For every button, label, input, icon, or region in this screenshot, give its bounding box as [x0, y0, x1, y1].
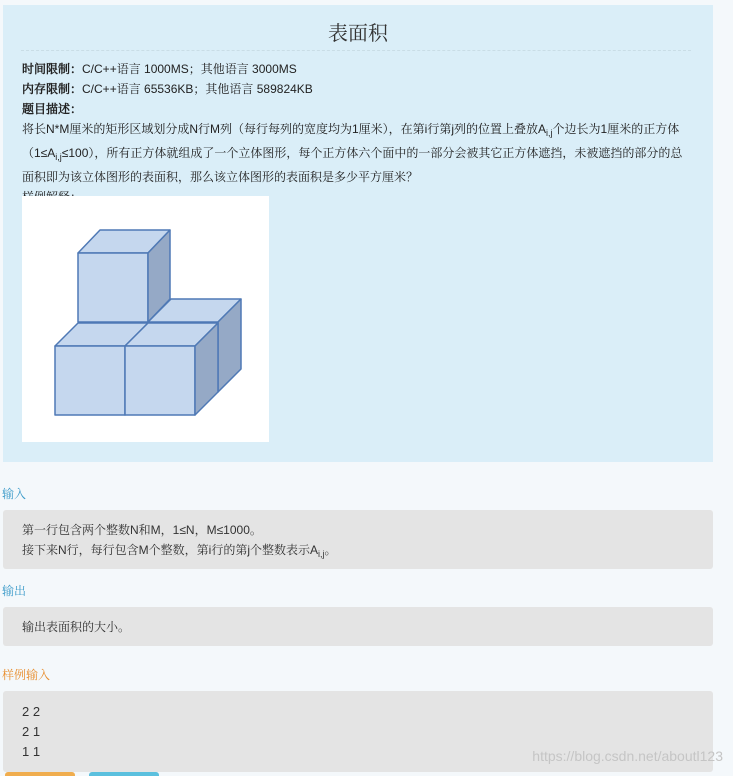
problem-meta	[22, 59, 692, 207]
sample-input-label: 样例输入	[2, 668, 51, 682]
copy-button[interactable]	[5, 772, 75, 776]
input-line-2-subscript: i,j	[318, 549, 325, 559]
memory-limit-label: 内存限制：	[22, 82, 83, 96]
sample-input-line-3: 1 1	[22, 744, 41, 759]
time-limit-label: 时间限制：	[22, 62, 83, 76]
input-line-2-end: 。	[324, 543, 337, 557]
input-description-box	[3, 510, 713, 569]
sample-figure	[22, 196, 269, 442]
watermark: https://blog.csdn.net/aboutl123	[532, 748, 723, 764]
output-description-box	[3, 607, 713, 646]
time-limit	[22, 59, 692, 79]
desc-subscript-1: i,j	[546, 128, 553, 138]
stacked-cubes-illustration	[22, 196, 269, 442]
description-heading	[22, 99, 692, 119]
sample-input-line-1: 2 2	[22, 704, 41, 719]
submit-button[interactable]	[89, 772, 159, 776]
title-divider	[21, 50, 691, 51]
problem-description	[22, 119, 692, 187]
input-line-2	[22, 540, 337, 564]
input-line-1: 第一行包含两个整数N和M，1≤N，M≤1000。	[22, 523, 262, 537]
cube-top-front	[78, 253, 148, 322]
input-description	[22, 520, 337, 564]
output-section-label: 输出	[2, 584, 27, 598]
sample-input-content	[22, 702, 40, 762]
page-title: 表面积	[328, 23, 388, 45]
input-line-2-text: 接下来N行，每行包含M个整数，第i行的第j个整数表示A	[22, 543, 319, 557]
input-section-label: 输入	[2, 487, 27, 501]
memory-limit-value: C/C++语言 65536KB；其他语言 589824KB	[82, 82, 313, 96]
description-label: 题目描述：	[22, 102, 83, 116]
sample-input-line-2: 2 1	[22, 724, 41, 739]
desc-text-3: ≤100），所有正方体就组成了一个立体图形，每个正方体六个面中的一部分会被其它正方体遮挡，未被遮挡的部分的总面积即为该立体图形的表面积，那么该立体图形的表面积是多少平方厘米？	[22, 146, 683, 184]
desc-text-2: 个边长为1厘米的正方体（1≤A	[22, 122, 680, 160]
desc-text-1: 将长N*M厘米的矩形区域划分成N行M列（每行每列的宽度均为1厘米），在第i行第j列的位置上叠放A	[22, 122, 547, 136]
desc-subscript-2: i,j	[55, 152, 62, 162]
output-line-1: 输出表面积的大小。	[22, 620, 131, 634]
time-limit-value: C/C++语言 1000MS；其他语言 3000MS	[82, 62, 297, 76]
cube-front-left-front	[55, 346, 125, 415]
memory-limit	[22, 79, 692, 99]
cube-front-right-front	[125, 346, 195, 415]
